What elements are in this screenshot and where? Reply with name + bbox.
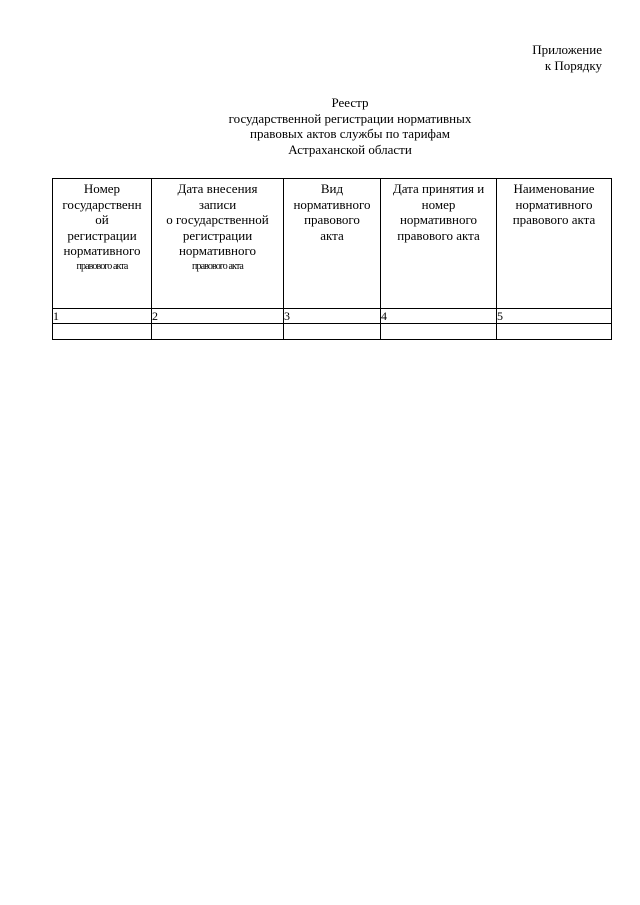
header-text: нормативного	[63, 243, 141, 258]
column-number: 3	[284, 309, 381, 324]
header-text: о государственной	[166, 212, 269, 227]
header-text: записи	[198, 196, 237, 212]
column-number: 4	[381, 309, 497, 324]
appendix-line-1: Приложение	[532, 42, 602, 57]
header-cell-act-name	[497, 179, 612, 309]
header-text: правового акта	[397, 227, 480, 243]
header-text: регистрации	[182, 227, 253, 243]
header-text: ой	[95, 212, 109, 227]
title-line-1: Реестр	[331, 95, 369, 110]
table-row	[53, 324, 612, 340]
appendix-note	[532, 42, 602, 74]
document-title	[150, 95, 550, 157]
header-text: Вид	[320, 181, 344, 196]
header-text: правового акта	[512, 212, 596, 227]
appendix-line-2: к Порядку	[544, 58, 602, 73]
header-text: нормативного	[515, 196, 593, 212]
header-text-small: правового акта	[192, 260, 243, 272]
header-text: правового	[304, 212, 360, 227]
column-number: 2	[152, 309, 284, 324]
header-text: регистрации	[67, 227, 137, 243]
title-line-4: Астраханской области	[288, 141, 412, 157]
header-text: Дата принятия и	[392, 181, 485, 196]
empty-cell	[152, 324, 284, 340]
title-line-3: правовых актов службы по тарифам	[250, 126, 450, 141]
header-text: Номер	[83, 181, 121, 196]
header-text: Наименование	[513, 181, 595, 196]
header-text: Дата внесения	[177, 181, 258, 196]
header-cell-adoption-date-number	[381, 179, 497, 309]
header-text: нормативного	[178, 243, 257, 258]
header-cell-registration-number	[53, 179, 152, 309]
header-text: нормативного	[399, 212, 478, 227]
empty-cell	[497, 324, 612, 340]
header-text: номер	[421, 196, 456, 212]
header-text: нормативного	[293, 196, 371, 212]
empty-cell	[381, 324, 497, 340]
header-text: акта	[320, 227, 344, 243]
column-number: 1	[53, 309, 152, 324]
table-header-row	[53, 179, 612, 309]
header-cell-act-type	[284, 179, 381, 309]
registry-table	[52, 178, 612, 340]
header-text: государственн	[62, 196, 142, 212]
empty-cell	[53, 324, 152, 340]
column-number: 5	[497, 309, 612, 324]
empty-cell	[284, 324, 381, 340]
title-line-2: государственной регистрации нормативных	[228, 110, 472, 126]
header-text-small: правового акта	[76, 260, 128, 272]
column-number-row	[53, 309, 612, 324]
header-cell-entry-date	[152, 179, 284, 309]
